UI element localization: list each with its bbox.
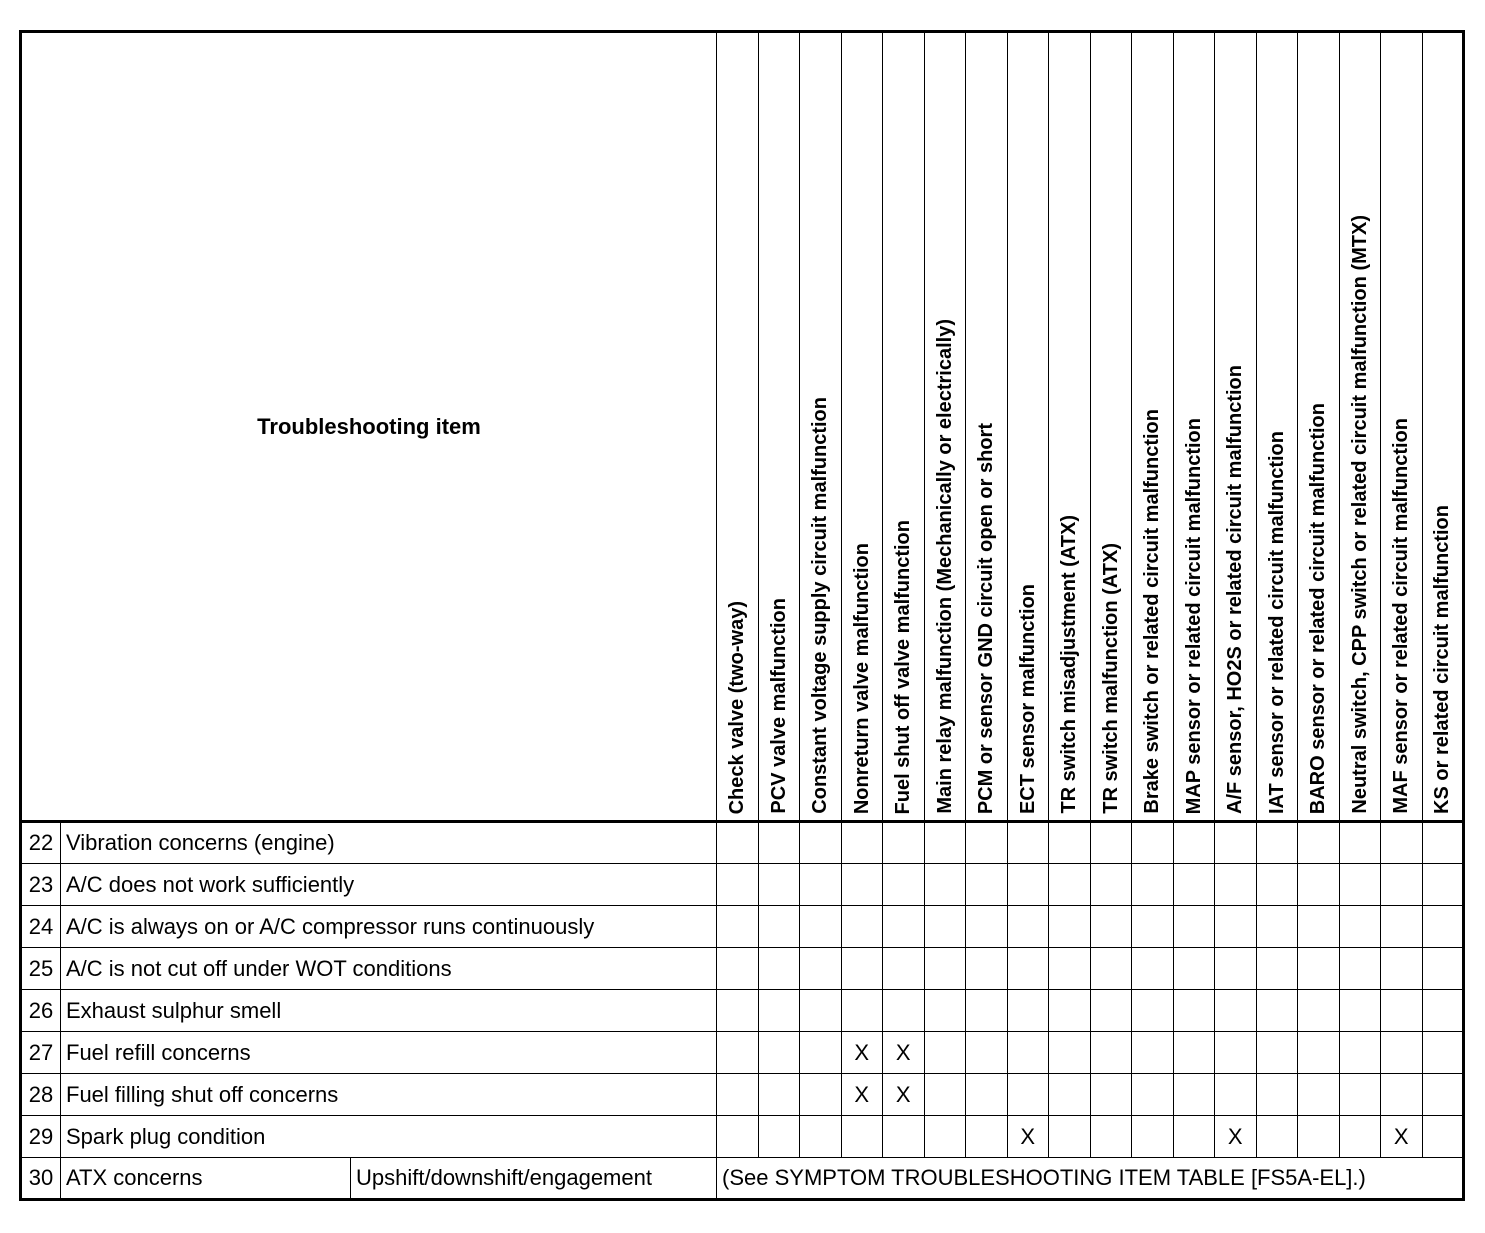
table-row: [21, 864, 1464, 906]
mark-cell: [924, 864, 966, 906]
column-header-label: Nonreturn valve malfunction: [850, 542, 873, 814]
mark-cell: [1381, 948, 1423, 990]
column-header: [1422, 32, 1464, 822]
mark-cell: [966, 1074, 1008, 1116]
mark-cell: [1298, 1032, 1340, 1074]
mark-cell: [717, 822, 759, 864]
row-item: Exhaust sulphur smell: [61, 990, 717, 1032]
mark-cell: [1049, 990, 1091, 1032]
column-header-label: IAT sensor or related circuit malfunction: [1265, 430, 1288, 814]
mark-cell: [1298, 906, 1340, 948]
header-row: [21, 32, 1464, 822]
column-header: [841, 32, 883, 822]
mark-cell: [1049, 948, 1091, 990]
mark-cell: [1381, 864, 1423, 906]
mark-cell: [1422, 948, 1464, 990]
mark-cell: [1339, 864, 1381, 906]
mark-cell: [1422, 864, 1464, 906]
mark-cell: [1381, 1032, 1423, 1074]
mark-cell: [1090, 906, 1132, 948]
row-number: 27: [21, 1032, 61, 1074]
row-item: Fuel filling shut off concerns: [61, 1074, 717, 1116]
mark-cell: [1339, 1032, 1381, 1074]
mark-cell: [1339, 948, 1381, 990]
mark-cell: [1173, 822, 1215, 864]
column-header-label: Constant voltage supply circuit malfunction: [809, 397, 832, 814]
mark-cell: [1256, 822, 1298, 864]
row-number: 29: [21, 1116, 61, 1158]
mark-cell: [883, 1116, 925, 1158]
mark-cell: [717, 990, 759, 1032]
column-header: [1132, 32, 1174, 822]
mark-cell: [1173, 1116, 1215, 1158]
row-item: A/C is always on or A/C compressor runs continuously: [61, 906, 717, 948]
mark-cell: X: [841, 1074, 883, 1116]
mark-cell: [1422, 990, 1464, 1032]
row-number: 24: [21, 906, 61, 948]
mark-cell: [1256, 1116, 1298, 1158]
mark-cell: [1298, 990, 1340, 1032]
mark-cell: [1049, 1032, 1091, 1074]
mark-cell: [758, 1074, 800, 1116]
mark-cell: [1422, 822, 1464, 864]
column-header: [1256, 32, 1298, 822]
mark-cell: [1049, 1074, 1091, 1116]
mark-cell: X: [1215, 1116, 1257, 1158]
mark-cell: [924, 822, 966, 864]
mark-cell: [1256, 1074, 1298, 1116]
mark-cell: [841, 1116, 883, 1158]
mark-cell: [1339, 822, 1381, 864]
mark-cell: [1422, 906, 1464, 948]
column-header-label: MAP sensor or related circuit malfunction: [1182, 417, 1205, 814]
mark-cell: [1215, 906, 1257, 948]
mark-cell: [1339, 1074, 1381, 1116]
mark-cell: [883, 822, 925, 864]
table-row: [21, 1032, 1464, 1074]
table-row: [21, 948, 1464, 990]
mark-cell: [966, 1116, 1008, 1158]
mark-cell: [800, 948, 842, 990]
mark-cell: [1090, 990, 1132, 1032]
row-number: 26: [21, 990, 61, 1032]
mark-cell: [1422, 1032, 1464, 1074]
mark-cell: [1173, 906, 1215, 948]
mark-cell: [1132, 948, 1174, 990]
row-note: (See SYMPTOM TROUBLESHOOTING ITEM TABLE [FS5A-EL].): [717, 1158, 1464, 1200]
table-row: [21, 1158, 1464, 1200]
column-header: [1049, 32, 1091, 822]
mark-cell: [1007, 1074, 1049, 1116]
mark-cell: [758, 948, 800, 990]
row-number: 28: [21, 1074, 61, 1116]
mark-cell: [1007, 864, 1049, 906]
row-item: Vibration concerns (engine): [61, 822, 717, 864]
mark-cell: X: [1007, 1116, 1049, 1158]
mark-cell: [924, 1116, 966, 1158]
mark-cell: [1422, 1074, 1464, 1116]
mark-cell: [717, 948, 759, 990]
mark-cell: [1007, 948, 1049, 990]
column-header-label: Check valve (two-way): [726, 600, 749, 814]
column-header-label: PCV valve malfunction: [767, 598, 790, 814]
mark-cell: [1256, 906, 1298, 948]
column-header: [1090, 32, 1132, 822]
mark-cell: [966, 948, 1008, 990]
mark-cell: [1007, 822, 1049, 864]
mark-cell: [717, 864, 759, 906]
column-header: [800, 32, 842, 822]
mark-cell: [1256, 990, 1298, 1032]
mark-cell: [758, 864, 800, 906]
mark-cell: [1298, 1116, 1340, 1158]
mark-cell: [1090, 1032, 1132, 1074]
mark-cell: [924, 1074, 966, 1116]
column-header-label: PCM or sensor GND circuit open or short: [975, 422, 998, 814]
table-row: [21, 1074, 1464, 1116]
column-header: [758, 32, 800, 822]
mark-cell: [1132, 906, 1174, 948]
mark-cell: [1256, 948, 1298, 990]
column-header-label: Neutral switch, CPP switch or related circuit malfunction (MTX): [1348, 215, 1371, 814]
row-item: Spark plug condition: [61, 1116, 717, 1158]
mark-cell: [800, 990, 842, 1032]
mark-cell: [966, 864, 1008, 906]
mark-cell: [1173, 948, 1215, 990]
mark-cell: [966, 1032, 1008, 1074]
row-item: A/C is not cut off under WOT conditions: [61, 948, 717, 990]
mark-cell: [1298, 864, 1340, 906]
column-header: [966, 32, 1008, 822]
mark-cell: [800, 1032, 842, 1074]
mark-cell: X: [1381, 1116, 1423, 1158]
column-header: [1339, 32, 1381, 822]
mark-cell: [1173, 1074, 1215, 1116]
mark-cell: [924, 990, 966, 1032]
mark-cell: [1132, 1116, 1174, 1158]
row-sub-item: Upshift/downshift/engagement: [351, 1158, 717, 1200]
mark-cell: [1215, 1032, 1257, 1074]
mark-cell: X: [841, 1032, 883, 1074]
mark-cell: [717, 1116, 759, 1158]
mark-cell: [1049, 1116, 1091, 1158]
table-row: [21, 1116, 1464, 1158]
mark-cell: [924, 948, 966, 990]
mark-cell: [1007, 906, 1049, 948]
mark-cell: [1090, 864, 1132, 906]
mark-cell: [800, 1116, 842, 1158]
mark-cell: [1339, 1116, 1381, 1158]
mark-cell: [883, 990, 925, 1032]
row-number: 30: [21, 1158, 61, 1200]
mark-cell: [1132, 864, 1174, 906]
mark-cell: [717, 1032, 759, 1074]
mark-cell: X: [883, 1032, 925, 1074]
mark-cell: [841, 906, 883, 948]
table-row: [21, 822, 1464, 864]
mark-cell: [1173, 864, 1215, 906]
mark-cell: [1381, 906, 1423, 948]
mark-cell: [758, 822, 800, 864]
mark-cell: [924, 906, 966, 948]
mark-cell: [800, 1074, 842, 1116]
mark-cell: [841, 990, 883, 1032]
column-header: [1173, 32, 1215, 822]
mark-cell: [717, 1074, 759, 1116]
column-header-label: KS or related circuit malfunction: [1431, 505, 1454, 814]
column-header-label: TR switch malfunction (ATX): [1099, 543, 1122, 814]
mark-cell: [1132, 1032, 1174, 1074]
mark-cell: [800, 906, 842, 948]
mark-cell: [800, 864, 842, 906]
table-title: Troubleshooting item: [21, 32, 717, 822]
mark-cell: [1215, 990, 1257, 1032]
row-number: 22: [21, 822, 61, 864]
mark-cell: [1381, 1074, 1423, 1116]
mark-cell: [1132, 1074, 1174, 1116]
mark-cell: [841, 864, 883, 906]
mark-cell: [1339, 990, 1381, 1032]
mark-cell: [966, 906, 1008, 948]
mark-cell: [1049, 906, 1091, 948]
mark-cell: [1215, 864, 1257, 906]
column-header-label: Fuel shut off valve malfunction: [892, 519, 915, 814]
mark-cell: [1298, 822, 1340, 864]
mark-cell: [1298, 1074, 1340, 1116]
column-header: [883, 32, 925, 822]
column-header: [717, 32, 759, 822]
mark-cell: X: [883, 1074, 925, 1116]
table-row: [21, 990, 1464, 1032]
mark-cell: [1090, 822, 1132, 864]
mark-cell: [1339, 906, 1381, 948]
mark-cell: [841, 822, 883, 864]
table-row: [21, 906, 1464, 948]
mark-cell: [800, 822, 842, 864]
mark-cell: [1422, 1116, 1464, 1158]
mark-cell: [1256, 1032, 1298, 1074]
column-header-label: Brake switch or related circuit malfunction: [1141, 409, 1164, 814]
mark-cell: [841, 948, 883, 990]
mark-cell: [924, 1032, 966, 1074]
mark-cell: [883, 948, 925, 990]
row-number: 25: [21, 948, 61, 990]
mark-cell: [1173, 990, 1215, 1032]
mark-cell: [966, 990, 1008, 1032]
mark-cell: [883, 864, 925, 906]
mark-cell: [1173, 1032, 1215, 1074]
row-number: 23: [21, 864, 61, 906]
column-header-label: MAF sensor or related circuit malfunction: [1390, 418, 1413, 814]
mark-cell: [1090, 948, 1132, 990]
mark-cell: [1132, 990, 1174, 1032]
mark-cell: [883, 906, 925, 948]
mark-cell: [1381, 822, 1423, 864]
column-header-label: A/F sensor, HO2S or related circuit malfunction: [1224, 365, 1247, 814]
column-header-label: Main relay malfunction (Mechanically or electrically): [933, 319, 956, 814]
column-header: [1298, 32, 1340, 822]
column-header-label: TR switch misadjustment (ATX): [1058, 515, 1081, 814]
mark-cell: [1215, 948, 1257, 990]
mark-cell: [758, 990, 800, 1032]
mark-cell: [1049, 864, 1091, 906]
mark-cell: [1007, 1032, 1049, 1074]
mark-cell: [1215, 822, 1257, 864]
row-item: ATX concerns: [61, 1158, 351, 1200]
column-header-label: ECT sensor malfunction: [1016, 583, 1039, 814]
mark-cell: [1090, 1074, 1132, 1116]
column-header: [1215, 32, 1257, 822]
column-header: [924, 32, 966, 822]
mark-cell: [1215, 1074, 1257, 1116]
mark-cell: [1256, 864, 1298, 906]
mark-cell: [1049, 822, 1091, 864]
troubleshooting-table: [19, 30, 1465, 1201]
mark-cell: [966, 822, 1008, 864]
mark-cell: [758, 1032, 800, 1074]
mark-cell: [717, 906, 759, 948]
column-header: [1007, 32, 1049, 822]
mark-cell: [1090, 1116, 1132, 1158]
mark-cell: [1298, 948, 1340, 990]
column-header: [1381, 32, 1423, 822]
mark-cell: [758, 1116, 800, 1158]
row-item: A/C does not work sufficiently: [61, 864, 717, 906]
mark-cell: [1381, 990, 1423, 1032]
mark-cell: [1007, 990, 1049, 1032]
column-header-label: BARO sensor or related circuit malfunction: [1307, 402, 1330, 814]
row-item: Fuel refill concerns: [61, 1032, 717, 1074]
mark-cell: [758, 906, 800, 948]
mark-cell: [1132, 822, 1174, 864]
